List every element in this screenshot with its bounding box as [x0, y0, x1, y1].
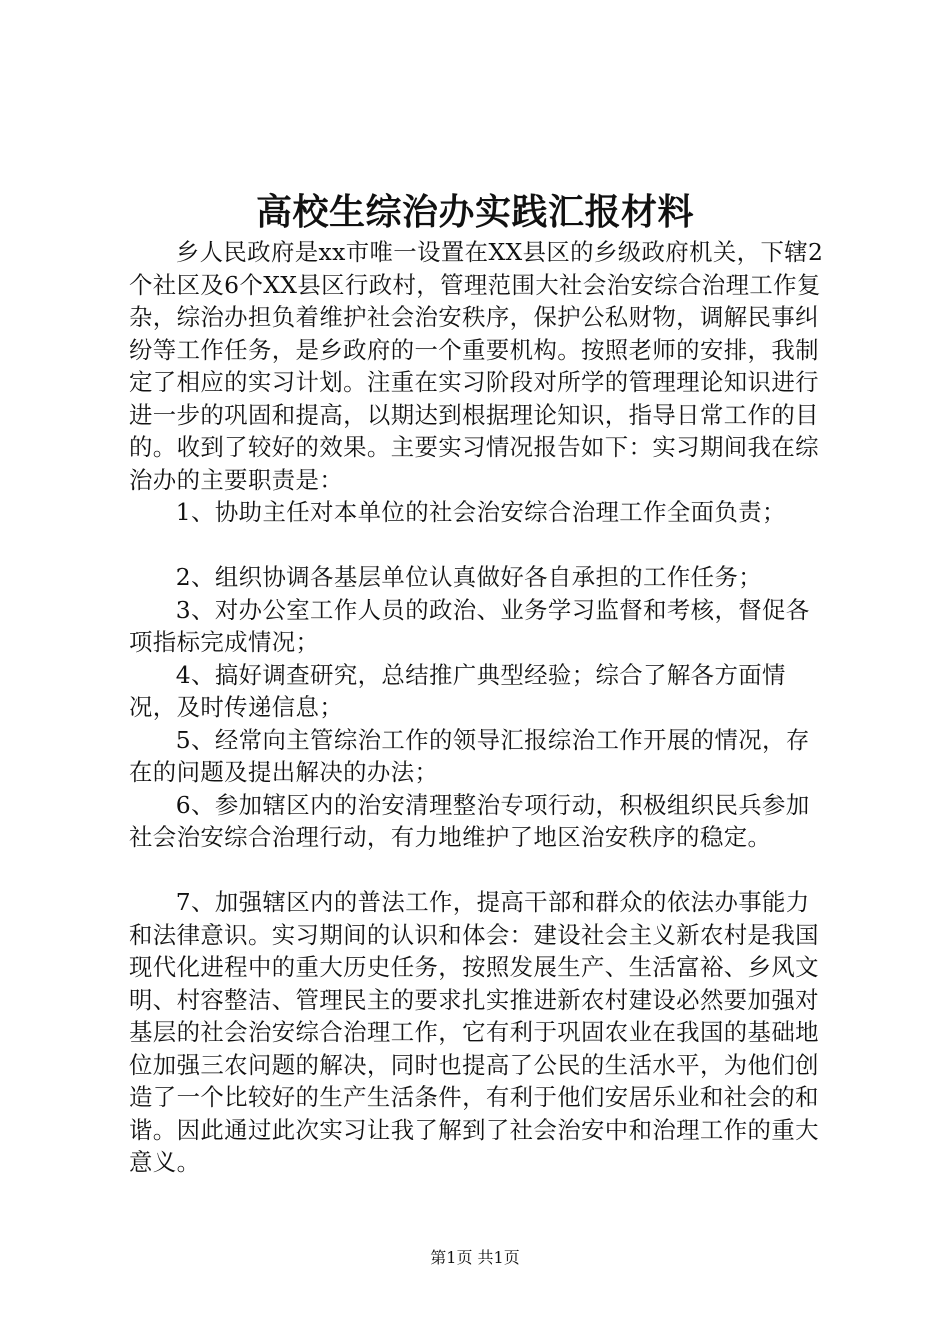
paragraph-duty-6: 6、参加辖区内的治安清理整治专项行动，积极组织民兵参加社会治安综合治理行动，有力地维护了地区治安秩序的稳定。: [129, 790, 810, 851]
page-footer: 第1页 共1页: [430, 1248, 520, 1267]
paragraph-duty-2: 2、组织协调各基层单位认真做好各自承担的工作任务；: [175, 563, 763, 591]
paragraph-duty-4: 4、搞好调查研究，总结推广典型经验；综合了解各方面情况，及时传递信息；: [129, 660, 786, 721]
paragraph-duty-7: 7、加强辖区内的普法工作，提高干部和群众的依法办事能力和法律意识。实习期间的认识和体会：建设社会主义新农村是我国现代化进程中的重大历史任务，按照发展生产、生活富裕、乡风文明、村容整洁、管理民主的要求扎实推进新农村建设必然要加强对基层的社会治安综合治理工作，它有利于巩固农业在我国的基础地位加强三农问题的解决，同时也提高了公民的生活水平，为他们创造了一个比较好的生产生活条件，有利于他们安居乐业和社会的和谐。因此通过此次实习让我了解到了社会治安中和治理工作的重大意义。: [129, 888, 819, 1176]
paragraph-intro: 乡人民政府是xx市唯一设置在XX县区的乡级政府机关，下辖2个社区及6个XX县区行政村，管理范围大社会治安综合治理工作复杂，综治办担负着维护社会治安秩序，保护公私财物，调解民事纠纷等工作任务，是乡政府的一个重要机构。按照老师的安排，我制定了相应的实习计划。注重在实习阶段对所学的管理理论知识进行进一步的巩固和提高，以期达到根据理论知识，指导日常工作的目的。收到了较好的效果。主要实习情况报告如下：实习期间我在综治办的主要职责是：: [129, 238, 824, 494]
paragraph-duty-3: 3、对办公室工作人员的政治、业务学习监督和考核，督促各项指标完成情况；: [129, 595, 810, 656]
paragraph-duty-5: 5、经常向主管综治工作的领导汇报综治工作开展的情况，存在的问题及提出解决的办法；: [129, 725, 810, 786]
document-body: [129, 236, 833, 1179]
document-title: 高校生综治办实践汇报材料: [255, 191, 694, 233]
paragraph-duty-1: 1、协助主任对本单位的社会治安综合治理工作全面负责；: [175, 498, 786, 526]
